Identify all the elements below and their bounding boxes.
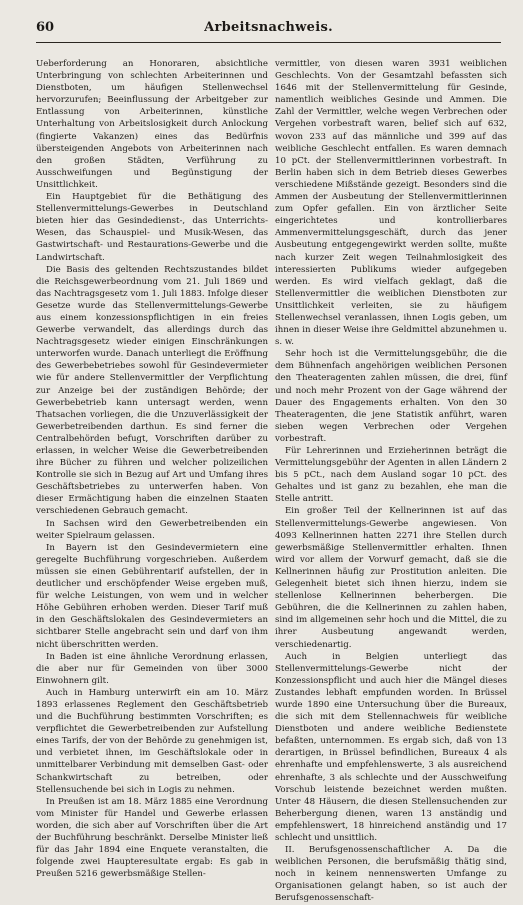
paragraph: II. Berufsgenossenschaftlicher A. Da die weiblichen Personen, die berufsmäßig thätig sind, noch in keinem nennenswerten Umfange zu Organisationen gelangt haben, so ist auch der Berufsgenossenschaft-: [275, 845, 507, 904]
paragraph: In Bayern ist den Gesindevermietern eine geregelte Buchführung vorgeschrieben. Außerdem müssen sie einen Gebührentarif aufstellen, der in deutlicher und erschöpfender Weise ergeben muß, für welche Leistungen, von wem und in welcher Höhe Gebühren erhoben werden. Dieser Tarif muß in den Geschäftslokalen des Gesindevermieters an sichtbarer Stelle angebracht sein und darf von ihm nicht überschritten werden.: [36, 542, 268, 650]
paragraph: vermittler, von diesen waren 3931 weiblichen Geschlechts. Von der Gesamtzahl befassten sich 1646 mit der Stellenvermittelung für Gesinde, namentlich weibliches Gesinde und Ammen. Die Zahl der Vermittler, welche wegen Verbrechen oder Vergehen vorbestraft waren, belief sich auf 632, wovon 233 auf das männliche und 399 auf das weibliche Geschlecht entfallen. Es waren demnach 10 pCt. der Stellenvermittlerinnen vorbestraft. In Berlin haben sich in dem Betrieb dieses Gewerbes verschiedene Mißstände gezeigt. Besonders sind die Ammen der Ausbeutung der Stellenvermittlerinnen zum Opfer gefallen. Ein von ärztlicher Seite eingerichtetes und kontrollierbares Ammenvermittelungsgeschäft, durch das jener Ausbeutung entgegengewirkt werden sollte, mußte nach kurzer Zeit wegen Teilnahmlosigkeit des interessierten Publikums wieder aufgegeben werden. Es wird vielfach geklagt, daß die Stellenvermittler die weiblichen Dienstboten zur Unsittlichkeit verleiten, sie zu häufigem Stellenwechsel veranlassen, ihnen Logis geben, um ihnen in dieser Weise ihre Geldmittel abzunehmen u. s. w.: [275, 59, 507, 348]
header-rule: [36, 42, 501, 43]
paragraph: In Sachsen wird den Gewerbetreibenden ein weiter Spielraum gelassen.: [36, 518, 268, 541]
paragraph: In Preußen ist am 18. März 1885 eine Verordnung vom Minister für Handel und Gewerbe erlassen worden, die sich aber auf Vorschriften über die Art der Buchführung beschränkt. Derselbe Minister ließ für das Jahr 1894 eine Enquete veranstalten, die folgende zwei Haupteresultate ergab: Es gab in Preußen 5216 gewerbsmäßige Stellen-: [36, 796, 268, 880]
paragraph: Ein großer Teil der Kellnerinnen ist auf das Stellenvermittelungs-Gewerbe angewiesen. Von 4093 Kellnerinnen hatten 2271 ihre Stellen durch gewerbsmäßige Stellenvermittler erhalten. Ihnen wird vor allem der Vorwurf gemacht, daß sie die Kellnerinnen häufig zur Prostitution anleiten. Die Gelegenheit bietet sich ihnen hierzu, indem sie stellenlose Kellnerinnen beherbergen. Die Gebühren, die die Kellnerinnen zu zahlen haben, sind im allgemeinen sehr hoch und die Mittel, die zu ihrer Ausbeutung angewandt werden, verschiedenartig.: [275, 506, 507, 650]
paragraph: Ein Hauptgebiet für die Bethätigung des Stellenvermittelungs-Gewerbes in Deutschland bieten hier das Gesindedienst-, das Unterrichts-Wesen, das Schauspiel- und Musik-Wesen, das Gastwirtschaft- und Restaurations-Gewerbe und die Landwirtschaft.: [36, 192, 268, 263]
paragraph: Die Basis des geltenden Rechtszustandes bildet die Reichsgewerbeordnung vom 21. Juli 1869 und das Nachtragsgesetz vom 1. Juli 1883. Infolge dieser Gesetze wurde das Stellenvermittelungs-Gewerbe aus einem konzessionspflichtigen in ein freies Gewerbe verwandelt, das allerdings durch das Nachtragsgesetz wieder einigen Einschränkungen unterworfen wurde. Danach unterliegt die Eröffnung des Gewerbebetriebes sowohl für Gesindevermieter wie für andere Stellenvermittler der Verpflichtung zur Anzeige bei der zuständigen Behörde; der Gewerbebetrieb kann untersagt werden, wenn Thatsachen vorliegen, die die Unzuverlässigkeit der Gewerbetreibenden darthun. Es sind ferner die Centralbehörden befugt, Vorschriften darüber zu erlassen, in welcher Weise die Gewerbetreibenden ihre Bücher zu führen und welcher polizeilichen Kontrolle sie sich in Bezug auf Art und Umfang ihres Geschäftsbetriebes zu unterwerfen haben. Von dieser Ermächtigung haben die einzelnen Staaten verschiedenen Gebrauch gemacht.: [36, 264, 268, 517]
page-number: 60: [36, 20, 55, 35]
paragraph: Sehr hoch ist die Vermittelungsgebühr, die die dem Bühnenfach angehörigen weiblichen Personen den Theateragenten zahlen müssen, die drei, fünf und noch mehr Prozent von der Gage während der Dauer des Engagements erhalten. Von den 30 Theateragenten, die jene Statistik anführt, waren sieben wegen Verbrechen oder Vergehen vorbestraft.: [275, 349, 507, 444]
page-header: [36, 20, 501, 38]
paragraph: Für Lehrerinnen und Erzieherinnen beträgt die Vermittelungsgebühr der Agenten in allen Ländern 2 bis 5 pCt., nach dem Ausland sogar 10 pCt. des Gehaltes und ist ganz zu bezahlen, ehe man die Stelle antritt.: [275, 446, 507, 505]
right-column: [275, 58, 507, 905]
paragraph: Ueberforderung an Honoraren, absichtliche Unterbringung von schlechten Arbeiterinnen und Dienstboten, um häufigen Stellenwechsel hervorzurufen; Beeinflussung der Arbeitgeber zur Entlassung von Arbeiterinnen, künstliche Unterhaltung von Arbeitslosigkeit durch Anlockung (fingierte Vakanzen) eines das Bedürfnis übersteigenden Angebots von Arbeiterinnen nach den großen Städten, Verführung zu Ausschweifungen und Begünstigung der Unsittlichkeit.: [36, 59, 268, 190]
left-column: [36, 58, 268, 880]
paragraph: In Baden ist eine ähnliche Verordnung erlassen, die aber nur für Gemeinden von über 3000 Einwohnern gilt.: [36, 651, 268, 686]
paragraph: Auch in Hamburg unterwirft ein am 10. März 1893 erlassenes Reglement den Geschäftsbetrieb und die Buchführung bestimmten Vorschriften; es verpflichtet die Gewerbetreibenden zur Aufstellung eines Tarifs, der von der Behörde zu genehmigen ist, und verbietet ihnen, im Geschäftslokale oder in unmittelbarer Verbindung mit demselben Gast- oder Schankwirtschaft zu betreiben, oder Stellensuchende bei sich in Logis zu nehmen.: [36, 687, 268, 795]
running-title: Arbeitsnachweis.: [204, 20, 333, 35]
paragraph: Auch in Belgien unterliegt das Stellenvermittelungs-Gewerbe nicht der Konzessionspflicht und auch hier die Mängel dieses Zustandes lebhaft empfunden worden. In Brüssel wurde 1890 eine Untersuchung über die Bureaux, die sich mit dem Stellennachweis für weibliche Dienstboten und andere weibliche Bedienstete befaßten, unternommen. Es ergab sich, daß von 13 derartigen, in Brüssel befindlichen, Bureaux 4 als ehrenhafte und empfehlenswerte, 3 als ausreichend ehrenhafte, 3 als schlechte und der Ausschweifung Vorschub leistende bezeichnet werden mußten. Unter 48 Häusern, die diesen Stellensuchenden zur Beherbergung dienen, waren 13 anständig und empfehlenswert, 18 hinreichend anständig und 17 schlecht und unsittlich.: [275, 651, 507, 843]
